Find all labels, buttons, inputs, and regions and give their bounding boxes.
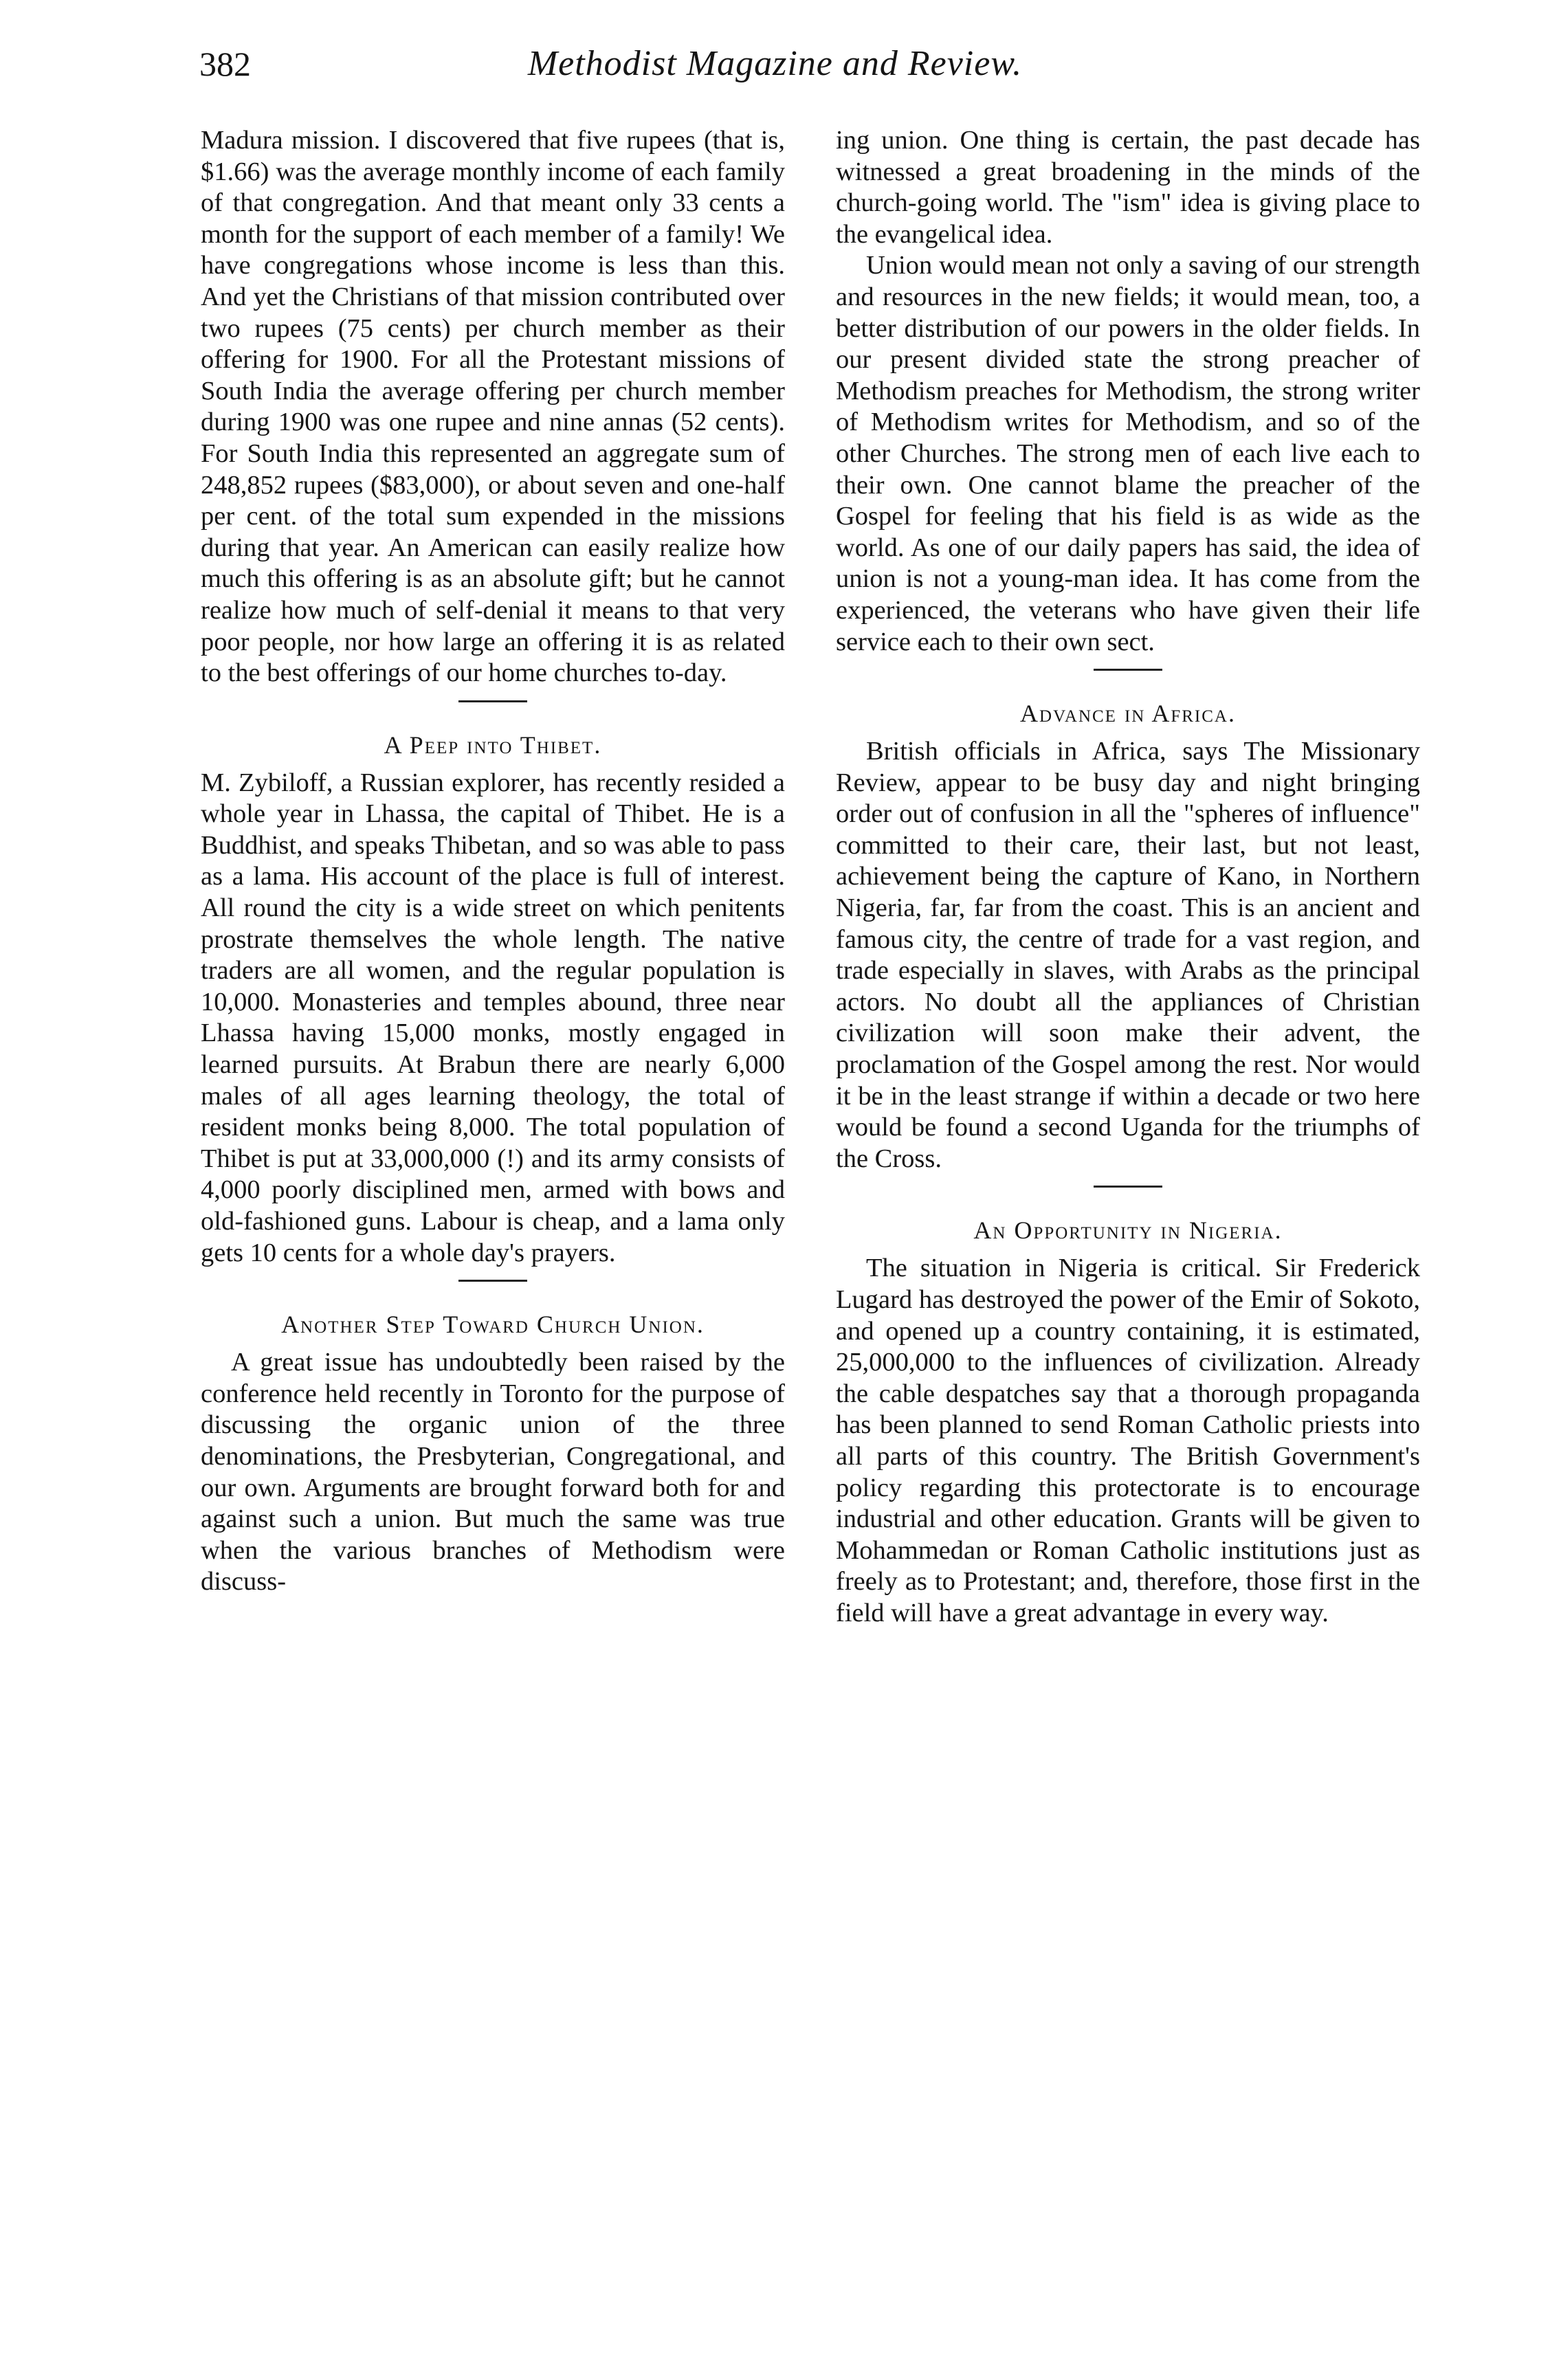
right-column <box>836 125 1420 1630</box>
church-union-continued: ing union. One thing is certain, the past decade has witnessed a great broadening in the minds of the church-going world. The "ism" idea is giving place to the evangelical idea. <box>836 126 1420 249</box>
section-heading-africa: Advance in Africa. <box>1020 700 1236 728</box>
section-body-africa: British officials in Africa, says The Missionary Review, appear to be busy day and night bringing order out of confusion in all the "spheres of influence" committed to their care, their last, but not least, achievement being the capture of Kano, in Northern Nigeria, far, far from the coast. This is an ancient and famous city, the centre of trade for a vast region, and trade especially in slaves, with Arabs as the principal actors. No doubt all the appliances of Christian civilization will soon make their advent, the proclamation of the Gospel among the rest. Nor would it be in the least strange if within a decade or two here would be found a second Uganda for the triumphs of the Cross. <box>836 737 1420 1173</box>
section-heading-thibet: A Peep into Thibet. <box>384 731 602 759</box>
church-union-paragraph-2: Union would mean not only a saving of our strength and resources in the new fields; it would mean, too, a better distribution of our powers in the older fields. In our present divided state the strong preacher of Methodism preaches for Methodism, the strong writer of Methodism writes for Methodism, and so of the other Churches. The strong men of each live each to their own. One cannot blame the preacher of the Gospel for feeling that his field is as wide as the world. As one of our daily papers has said, the idea of union is not a young-man idea. It has come from the experienced, the veterans who have given their life service each to their own sect. <box>836 251 1420 656</box>
left-column <box>201 125 785 1598</box>
section-body-nigeria: The situation in Nigeria is critical. Sir Frederick Lugard has destroyed the power of the Emir of Sokoto, and opened up a country containing, it is estimated, 25,000,000 to the influences of civilization. Already the cable despatches say that a thorough propaganda has been planned to send Roman Catholic priests into all parts of this country. The British Government's policy regarding this protectorate is to encourage industrial and other education. Grants will be given to Mohammedan or Roman Catholic institutions just as freely as to Protestant; and, therefore, those first in the field will have a great advantage in every way. <box>836 1254 1420 1627</box>
intro-paragraph: Madura mission. I discovered that five rupees (that is, $1.66) was the average monthly income of each family of that congregation. And that meant only 33 cents a month for the support of each member of a family! We have congregations whose income is less than this. And yet the Christians of that mission contributed over two rupees (75 cents) per church member as their offering for 1900. For all the Protestant missions of South India the average offering per church member during 1900 was one rupee and nine annas (52 cents). For South India this represented an aggregate sum of 248,852 rupees ($83,000), or about seven and one-half per cent. of the total sum expended in the missions during that year. An American can easily realize how much this offering is as an absolute gift; but he cannot realize how much of self-denial it means to that very poor people, nor how large an offering it is as related to the best offerings of our home churches to-day. <box>201 126 785 688</box>
section-divider <box>458 700 527 702</box>
section-body-thibet: M. Zybiloff, a Russian explorer, has recently resided a whole year in Lhassa, the capital of Thibet. He is a Buddhist, and speaks Thibetan, and so was able to pass as a lama. His account of the place is full of interest. All round the city is a wide street on which penitents prostrate themselves the whole length. The native traders are all women, and the regular population is 10,000. Monasteries and temples abound, three near Lhassa having 15,000 monks, mostly engaged in learned pursuits. At Brabun there are nearly 6,000 males of all ages learning theology, the total of resident monks being 8,000. The total population of Thibet is put at 33,000,000 (!) and its army consists of 4,000 poorly disciplined men, armed with bows and old-fashioned guns. Labour is cheap, and a lama only gets 10 cents for a whole day's prayers. <box>201 768 785 1267</box>
page-header <box>0 40 1550 95</box>
section-heading-nigeria: An Opportunity in Nigeria. <box>973 1216 1283 1245</box>
section-body-church-union: A great issue has undoubtedly been raised by the conference held recently in Toronto for the purpose of discussing the organic union of the three denominations, the Presbyterian, Congregational, and our own. Arguments are brought forward both for and against such a union. But much the same was true when the various branches of Methodism were discuss- <box>201 1348 785 1597</box>
section-divider <box>458 1280 527 1282</box>
section-divider <box>1094 669 1162 671</box>
section-divider <box>1094 1186 1162 1188</box>
page-number: 382 <box>199 45 251 83</box>
running-title: Methodist Magazine and Review. <box>527 44 1023 83</box>
section-heading-church-union: Another Step Toward Church Union. <box>281 1311 705 1339</box>
